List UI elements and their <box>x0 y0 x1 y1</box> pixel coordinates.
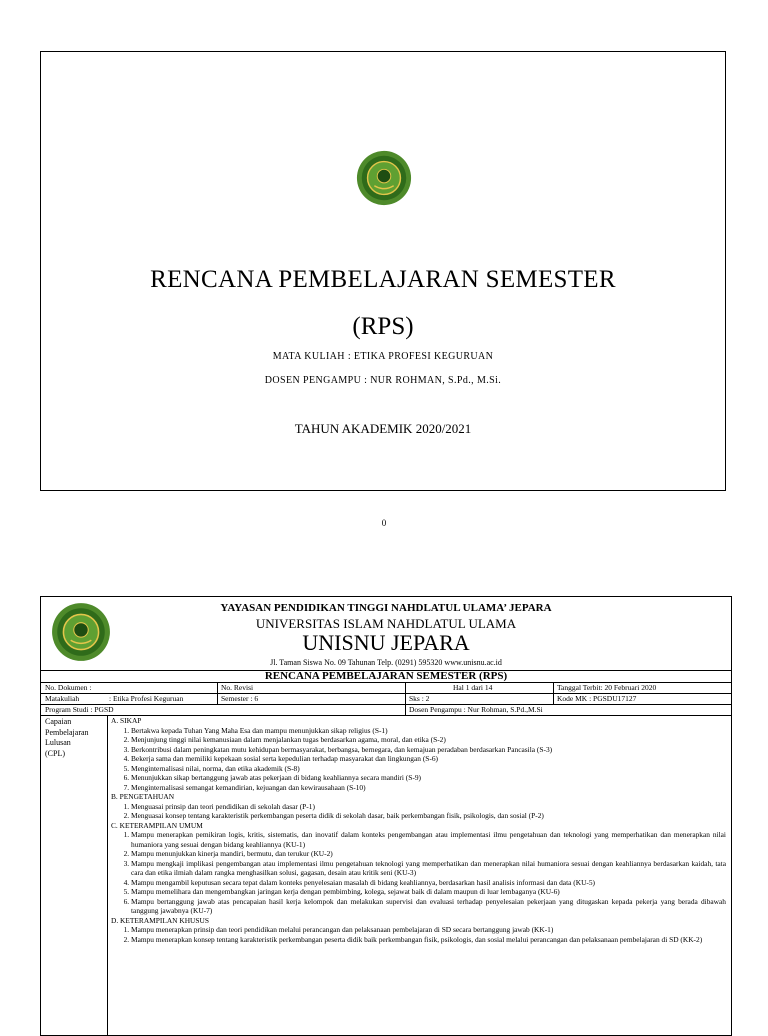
list-item: 4. Mampu mengambil keputusan secara tepat dalam konteks penyelesaian masalah di bidang keahliannya, berdasarkan hasil analisis informasi dan data (KU-5) <box>131 878 726 888</box>
semester: Semester : 6 <box>221 694 259 703</box>
tanggal-terbit: Tanggal Terbit: 20 Februari 2020 <box>557 683 657 692</box>
dosen-pengampu: Dosen Pengampu : Nur Rohman, S.Pd.,M.Si <box>409 705 543 714</box>
no-revisi: No. Revisi <box>221 683 254 692</box>
list-item: 7. Menginternalisasi semangat kemandirian, kejuangan dan kewirausahaan (S-10) <box>131 783 726 793</box>
section-list <box>111 726 726 793</box>
list-item: 3. Berkontribusi dalam peningkatan mutu kehidupan bermasyarakat, berbangsa, bernegara, dan kemajuan peradaban berdasarkan Pancasila (S-3) <box>131 745 726 755</box>
no-dokumen: No. Dokumen : <box>45 683 92 692</box>
cover-title: RENCANA PEMBELAJARAN SEMESTER <box>150 266 616 293</box>
section-heading: D. KETERAMPILAN KHUSUS <box>111 915 209 925</box>
kode-mk: Kode MK : PGSDU17127 <box>557 694 637 703</box>
list-item: 2. Menguasai konsep tentang karakteristik perkembangan peserta didik di sekolah dasar, baik perkembangan fisik, psikologis, dan sosial (P-2) <box>131 811 726 821</box>
list-item: 6. Mampu bertanggung jawab atas pencapaian hasil kerja kelompok dan melakukan supervisi dan evaluasi terhadap penyelesaian pekerjaan yang ditugaskan kepada pekerja yang berada dibawah tanggung jawabnya (KU-7) <box>131 897 726 916</box>
list-item: 3. Mampu mengkaji implikasi pengembangan atau implementasi ilmu pengetahuan teknologi yang memperhatikan dan menerapkan nilai humaniora sesuai dengan keahliannya berdasarkan kaidah, tata cara dan etika ilmiah dalam rangka menghasilkan solusi, gagasan, desain atau kritik seni (KU-3) <box>131 859 726 878</box>
section-list <box>111 830 726 916</box>
matakuliah-label: Matakuliah <box>45 694 80 703</box>
cpl-section <box>41 715 731 1036</box>
header-universitas: UNIVERSITAS ISLAM NAHDLATUL ULAMA <box>255 616 517 631</box>
list-item: 2. Mampu menerapkan konsep tentang karakteristik perkembangan peserta didik baik perkembangan fisik, psikologis, dan sosial melalui perancangan dan pelaksanaan pembelajaran di SD (KK-2) <box>131 935 726 945</box>
section-heading: C. KETERAMPILAN UMUM <box>111 820 203 830</box>
document-header <box>41 597 731 671</box>
cpl-label: Capaian Pembelajaran Lulusan (CPL) <box>45 717 89 758</box>
halaman: Hal 1 dari 14 <box>453 683 493 692</box>
section-heading: A. SIKAP <box>111 716 142 725</box>
list-item: 5. Menginternalisasi nilai, norma, dan etika akademik (S-8) <box>131 764 726 774</box>
sks: Sks : 2 <box>409 694 430 703</box>
unisnu-logo-icon <box>355 149 413 207</box>
list-item: 1. Mampu menerapkan prinsip dan teori pendidikan melalui perancangan dan pelaksanaan pembelajaran di SD secara bertanggung jawab (KK-1) <box>131 925 726 935</box>
program-studi: Program Studi : PGSD <box>45 705 114 714</box>
cover-tahun-akademik: TAHUN AKADEMIK 2020/2021 <box>294 421 472 436</box>
header-yayasan: YAYASAN PENDIDIKAN TINGGI NAHDLATUL ULAMA’ JEPARA <box>220 602 552 614</box>
header-unisnu: UNISNU JEPARA <box>302 630 470 655</box>
list-item: 1. Bertakwa kepada Tuhan Yang Maha Esa dan mampu menunjukkan sikap religius (S-1) <box>131 726 726 736</box>
list-item: 1. Mampu menerapkan pemikiran logis, kritis, sistematis, dan inovatif dalam konteks pengembangan atau implementasi ilmu pengetahuan dan teknologi yang memperhatikan dan menerapkan nilai humaniora yang sesuai dengan bidang keahliannya (KU-1) <box>131 830 726 849</box>
rps-document-page <box>40 596 732 1036</box>
cover-dosen: DOSEN PENGAMPU : NUR ROHMAN, S.Pd., M.Si. <box>264 375 502 386</box>
cover-subtitle: (RPS) <box>352 313 414 340</box>
info-row-2 <box>41 694 731 705</box>
section-list <box>111 925 726 944</box>
cpl-content <box>111 716 726 944</box>
page-separator-text: 0 <box>381 518 387 528</box>
header-alamat: Jl. Taman Siswa No. 09 Tahunan Telp. (0291) 595320 www.unisnu.ac.id <box>270 658 502 667</box>
list-item: 2. Mampu menunjukkan kinerja mandiri, bermutu, dan terukur (KU-2) <box>131 849 726 859</box>
list-item: 6. Menunjukkan sikap bertanggung jawab atas pekerjaan di bidang keahliannya secara mandiri (S-9) <box>131 773 726 783</box>
section-list <box>111 802 726 821</box>
rps-title: RENCANA PEMBELAJARAN SEMESTER (RPS) <box>41 670 731 683</box>
list-item: 2. Menjunjung tinggi nilai kemanusiaan dalam menjalankan tugas berdasarkan agama, moral, dan etika (S-2) <box>131 735 726 745</box>
list-item: 5. Mampu memelihara dan mengembangkan jaringan kerja dengan pembimbing, kolega, sejawat baik di dalam maupun di luar lembaganya (KU-6) <box>131 887 726 897</box>
cover-page <box>40 51 726 491</box>
cover-mata-kuliah: MATA KULIAH : ETIKA PROFESI KEGURUAN <box>272 351 494 362</box>
info-row-1 <box>41 683 731 694</box>
section-heading: B. PENGETAHUAN <box>111 792 175 801</box>
matakuliah-value: : Etika Profesi Keguruan <box>109 694 184 703</box>
list-item: 1. Menguasai prinsip dan teori pendidikan di sekolah dasar (P-1) <box>131 802 726 812</box>
list-item: 4. Bekerja sama dan memiliki kepekaan sosial serta kepedulian terhadap masyarakat dan lingkungan (S-6) <box>131 754 726 764</box>
